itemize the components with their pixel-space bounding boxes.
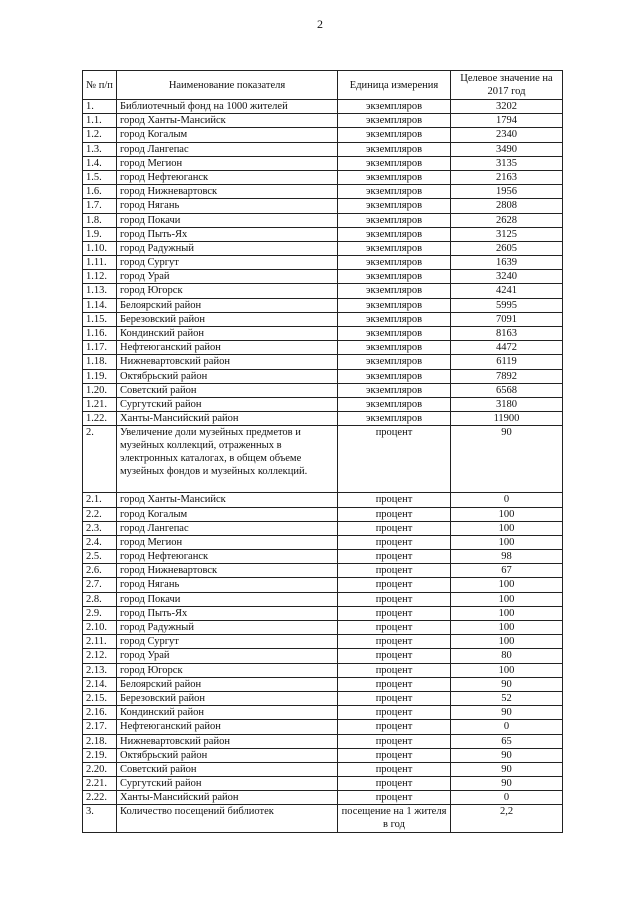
- row-unit: процент: [338, 592, 451, 606]
- row-unit: процент: [338, 677, 451, 691]
- row-unit: процент: [338, 649, 451, 663]
- row-indicator-name: город Югорск: [117, 663, 338, 677]
- table-row: [83, 128, 563, 142]
- row-unit: экземпляров: [338, 256, 451, 270]
- row-unit: экземпляров: [338, 241, 451, 255]
- table-row: [83, 142, 563, 156]
- row-target-value: 90: [451, 706, 563, 720]
- table-row: [83, 621, 563, 635]
- row-target-value: 100: [451, 578, 563, 592]
- row-target-value: 3240: [451, 270, 563, 284]
- row-unit: процент: [338, 507, 451, 521]
- row-indicator-name: город Ханты-Мансийск: [117, 493, 338, 507]
- table-row: [83, 426, 563, 493]
- row-unit: процент: [338, 706, 451, 720]
- row-target-value: 90: [451, 748, 563, 762]
- table-row: [83, 355, 563, 369]
- table-row: [83, 156, 563, 170]
- row-number: 1.5.: [83, 170, 117, 184]
- table-row: [83, 805, 563, 833]
- row-unit: экземпляров: [338, 327, 451, 341]
- row-indicator-name: Октябрьский район: [117, 369, 338, 383]
- row-unit: экземпляров: [338, 312, 451, 326]
- row-number: 1.1.: [83, 114, 117, 128]
- row-unit: экземпляров: [338, 383, 451, 397]
- row-unit: процент: [338, 663, 451, 677]
- row-target-value: 5995: [451, 298, 563, 312]
- row-target-value: 90: [451, 677, 563, 691]
- table-row: [83, 535, 563, 549]
- row-unit: экземпляров: [338, 185, 451, 199]
- row-indicator-name: город Лангепас: [117, 521, 338, 535]
- row-indicator-name: Количество посещений библиотек: [117, 805, 338, 833]
- table-body: [83, 100, 563, 833]
- table-header-row: [83, 71, 563, 100]
- table-row: [83, 270, 563, 284]
- row-target-value: 100: [451, 621, 563, 635]
- header-target-value: Целевое значение на 2017 год: [451, 71, 563, 100]
- table-row: [83, 397, 563, 411]
- row-indicator-name: Березовский район: [117, 312, 338, 326]
- row-indicator-name: город Нягань: [117, 578, 338, 592]
- row-unit: процент: [338, 691, 451, 705]
- row-target-value: 6568: [451, 383, 563, 397]
- row-unit: экземпляров: [338, 369, 451, 383]
- row-number: 2.16.: [83, 706, 117, 720]
- row-indicator-name: город Радужный: [117, 241, 338, 255]
- table-row: [83, 649, 563, 663]
- row-number: 2.1.: [83, 493, 117, 507]
- row-indicator-name: город Покачи: [117, 592, 338, 606]
- row-number: 1.16.: [83, 327, 117, 341]
- row-indicator-name: город Нефтеюганск: [117, 170, 338, 184]
- row-indicator-name: Белоярский район: [117, 677, 338, 691]
- row-indicator-name: город Ханты-Мансийск: [117, 114, 338, 128]
- row-number: 2.11.: [83, 635, 117, 649]
- row-number: 1.6.: [83, 185, 117, 199]
- row-target-value: 11900: [451, 412, 563, 426]
- row-number: 1.12.: [83, 270, 117, 284]
- table-row: [83, 227, 563, 241]
- row-number: 1.: [83, 100, 117, 114]
- row-unit: экземпляров: [338, 270, 451, 284]
- row-target-value: 100: [451, 606, 563, 620]
- row-number: 1.3.: [83, 142, 117, 156]
- row-number: 2.12.: [83, 649, 117, 663]
- table-row: [83, 114, 563, 128]
- row-indicator-name: город Сургут: [117, 256, 338, 270]
- table-row: [83, 383, 563, 397]
- row-indicator-name: Сургутский район: [117, 777, 338, 791]
- row-target-value: 100: [451, 521, 563, 535]
- row-unit: экземпляров: [338, 341, 451, 355]
- row-number: 2.17.: [83, 720, 117, 734]
- row-number: 1.7.: [83, 199, 117, 213]
- row-unit: процент: [338, 762, 451, 776]
- row-unit: процент: [338, 777, 451, 791]
- row-indicator-name: город Нягань: [117, 199, 338, 213]
- row-indicator-name: Сургутский район: [117, 397, 338, 411]
- row-number: 1.13.: [83, 284, 117, 298]
- row-target-value: 100: [451, 635, 563, 649]
- row-unit: процент: [338, 550, 451, 564]
- row-number: 2.18.: [83, 734, 117, 748]
- row-target-value: 98: [451, 550, 563, 564]
- row-unit: процент: [338, 535, 451, 549]
- row-unit: процент: [338, 791, 451, 805]
- table-row: [83, 241, 563, 255]
- row-target-value: 2163: [451, 170, 563, 184]
- row-unit: экземпляров: [338, 199, 451, 213]
- table-row: [83, 341, 563, 355]
- row-target-value: 1639: [451, 256, 563, 270]
- row-unit: процент: [338, 521, 451, 535]
- row-indicator-name: город Мегион: [117, 535, 338, 549]
- row-unit: процент: [338, 578, 451, 592]
- row-target-value: 0: [451, 493, 563, 507]
- row-number: 2.13.: [83, 663, 117, 677]
- row-unit: процент: [338, 606, 451, 620]
- row-indicator-name: город Радужный: [117, 621, 338, 635]
- row-unit: экземпляров: [338, 397, 451, 411]
- row-indicator-name: город Лангепас: [117, 142, 338, 156]
- table-row: [83, 185, 563, 199]
- row-number: 3.: [83, 805, 117, 833]
- row-indicator-name: город Нижневартовск: [117, 564, 338, 578]
- row-number: 1.4.: [83, 156, 117, 170]
- row-indicator-name: Нижневартовский район: [117, 734, 338, 748]
- row-unit: экземпляров: [338, 100, 451, 114]
- page-number: 2: [317, 17, 323, 31]
- row-target-value: 3490: [451, 142, 563, 156]
- row-unit: экземпляров: [338, 213, 451, 227]
- row-indicator-name: Белоярский район: [117, 298, 338, 312]
- table-row: [83, 298, 563, 312]
- row-target-value: 65: [451, 734, 563, 748]
- row-target-value: 3202: [451, 100, 563, 114]
- table-row: [83, 564, 563, 578]
- row-target-value: 80: [451, 649, 563, 663]
- row-indicator-name: Березовский район: [117, 691, 338, 705]
- row-number: 2.21.: [83, 777, 117, 791]
- row-unit: экземпляров: [338, 227, 451, 241]
- row-indicator-name: Советский район: [117, 762, 338, 776]
- row-unit: экземпляров: [338, 170, 451, 184]
- row-indicator-name: город Нижневартовск: [117, 185, 338, 199]
- row-number: 2.4.: [83, 535, 117, 549]
- row-indicator-name: город Урай: [117, 270, 338, 284]
- row-target-value: 7892: [451, 369, 563, 383]
- row-indicator-name: Увеличение доли музейных предметов и музейных коллекций, отраженных в электронных каталогах, в общем объеме музейных фондов и музейных коллекций.: [117, 426, 338, 493]
- table-row: [83, 199, 563, 213]
- row-number: 1.8.: [83, 213, 117, 227]
- row-target-value: 0: [451, 791, 563, 805]
- row-number: 2.3.: [83, 521, 117, 535]
- table-row: [83, 578, 563, 592]
- row-target-value: 90: [451, 762, 563, 776]
- row-unit: посещение на 1 жителя в год: [338, 805, 451, 833]
- table-row: [83, 369, 563, 383]
- row-indicator-name: город Урай: [117, 649, 338, 663]
- row-indicator-name: город Покачи: [117, 213, 338, 227]
- row-indicator-name: город Мегион: [117, 156, 338, 170]
- row-target-value: 2628: [451, 213, 563, 227]
- table-row: [83, 521, 563, 535]
- row-number: 2.10.: [83, 621, 117, 635]
- table-row: [83, 170, 563, 184]
- row-unit: экземпляров: [338, 142, 451, 156]
- row-unit: процент: [338, 635, 451, 649]
- row-target-value: 8163: [451, 327, 563, 341]
- table-row: [83, 663, 563, 677]
- row-target-value: 1794: [451, 114, 563, 128]
- row-target-value: 90: [451, 426, 563, 493]
- row-target-value: 100: [451, 535, 563, 549]
- table-row: [83, 677, 563, 691]
- row-unit: экземпляров: [338, 284, 451, 298]
- table-row: [83, 748, 563, 762]
- row-target-value: 2605: [451, 241, 563, 255]
- table-row: [83, 691, 563, 705]
- row-unit: экземпляров: [338, 156, 451, 170]
- table-row: [83, 720, 563, 734]
- row-target-value: 52: [451, 691, 563, 705]
- row-target-value: 90: [451, 777, 563, 791]
- row-target-value: 100: [451, 592, 563, 606]
- table-row: [83, 100, 563, 114]
- row-indicator-name: город Нефтеюганск: [117, 550, 338, 564]
- row-number: 2.19.: [83, 748, 117, 762]
- row-indicator-name: Нефтеюганский район: [117, 720, 338, 734]
- row-number: 2.7.: [83, 578, 117, 592]
- row-target-value: 3125: [451, 227, 563, 241]
- row-number: 2.2.: [83, 507, 117, 521]
- row-number: 2.9.: [83, 606, 117, 620]
- row-target-value: 100: [451, 507, 563, 521]
- row-indicator-name: Советский район: [117, 383, 338, 397]
- row-number: 1.11.: [83, 256, 117, 270]
- row-unit: процент: [338, 748, 451, 762]
- row-number: 1.20.: [83, 383, 117, 397]
- row-number: 2.8.: [83, 592, 117, 606]
- table-row: [83, 706, 563, 720]
- row-target-value: 100: [451, 663, 563, 677]
- row-number: 2.5.: [83, 550, 117, 564]
- table-row: [83, 256, 563, 270]
- row-target-value: 7091: [451, 312, 563, 326]
- row-target-value: 2808: [451, 199, 563, 213]
- row-target-value: 2,2: [451, 805, 563, 833]
- header-unit: Единица измерения: [338, 71, 451, 100]
- table-row: [83, 284, 563, 298]
- row-indicator-name: город Пыть-Ях: [117, 606, 338, 620]
- row-target-value: 4241: [451, 284, 563, 298]
- row-unit: процент: [338, 621, 451, 635]
- table-row: [83, 635, 563, 649]
- row-number: 1.2.: [83, 128, 117, 142]
- row-unit: процент: [338, 493, 451, 507]
- row-target-value: 4472: [451, 341, 563, 355]
- row-indicator-name: город Югорск: [117, 284, 338, 298]
- table-row: [83, 213, 563, 227]
- row-indicator-name: Библиотечный фонд на 1000 жителей: [117, 100, 338, 114]
- row-number: 2.6.: [83, 564, 117, 578]
- table-row: [83, 550, 563, 564]
- table-row: [83, 734, 563, 748]
- row-number: 1.22.: [83, 412, 117, 426]
- row-indicator-name: Октябрьский район: [117, 748, 338, 762]
- table-row: [83, 606, 563, 620]
- row-indicator-name: Ханты-Мансийский район: [117, 791, 338, 805]
- row-indicator-name: Кондинский район: [117, 706, 338, 720]
- row-number: 1.21.: [83, 397, 117, 411]
- row-number: 1.14.: [83, 298, 117, 312]
- row-target-value: 3135: [451, 156, 563, 170]
- row-unit: процент: [338, 564, 451, 578]
- row-number: 2.14.: [83, 677, 117, 691]
- row-number: 2.15.: [83, 691, 117, 705]
- row-target-value: 6119: [451, 355, 563, 369]
- row-unit: процент: [338, 720, 451, 734]
- row-number: 2.: [83, 426, 117, 493]
- table-row: [83, 762, 563, 776]
- row-number: 1.17.: [83, 341, 117, 355]
- row-unit: процент: [338, 426, 451, 493]
- row-unit: экземпляров: [338, 412, 451, 426]
- row-target-value: 3180: [451, 397, 563, 411]
- indicators-table: [82, 70, 563, 833]
- table-row: [83, 312, 563, 326]
- table-row: [83, 592, 563, 606]
- row-indicator-name: город Когалым: [117, 128, 338, 142]
- row-number: 1.9.: [83, 227, 117, 241]
- table-row: [83, 507, 563, 521]
- row-target-value: 2340: [451, 128, 563, 142]
- row-unit: экземпляров: [338, 128, 451, 142]
- table-row: [83, 327, 563, 341]
- row-indicator-name: Кондинский район: [117, 327, 338, 341]
- table-row: [83, 791, 563, 805]
- row-unit: экземпляров: [338, 114, 451, 128]
- row-indicator-name: город Сургут: [117, 635, 338, 649]
- row-unit: экземпляров: [338, 355, 451, 369]
- table-row: [83, 777, 563, 791]
- header-indicator-name: Наименование показателя: [117, 71, 338, 100]
- row-number: 2.20.: [83, 762, 117, 776]
- row-number: 1.15.: [83, 312, 117, 326]
- header-number: № п/п: [83, 71, 117, 100]
- row-unit: экземпляров: [338, 298, 451, 312]
- table-row: [83, 493, 563, 507]
- row-indicator-name: город Пыть-Ях: [117, 227, 338, 241]
- row-number: 1.10.: [83, 241, 117, 255]
- row-target-value: 1956: [451, 185, 563, 199]
- row-indicator-name: город Когалым: [117, 507, 338, 521]
- row-indicator-name: Нижневартовский район: [117, 355, 338, 369]
- row-indicator-name: Ханты-Мансийский район: [117, 412, 338, 426]
- row-number: 1.18.: [83, 355, 117, 369]
- table-row: [83, 412, 563, 426]
- row-target-value: 0: [451, 720, 563, 734]
- row-indicator-name: Нефтеюганский район: [117, 341, 338, 355]
- row-unit: процент: [338, 734, 451, 748]
- row-number: 2.22.: [83, 791, 117, 805]
- row-number: 1.19.: [83, 369, 117, 383]
- row-target-value: 67: [451, 564, 563, 578]
